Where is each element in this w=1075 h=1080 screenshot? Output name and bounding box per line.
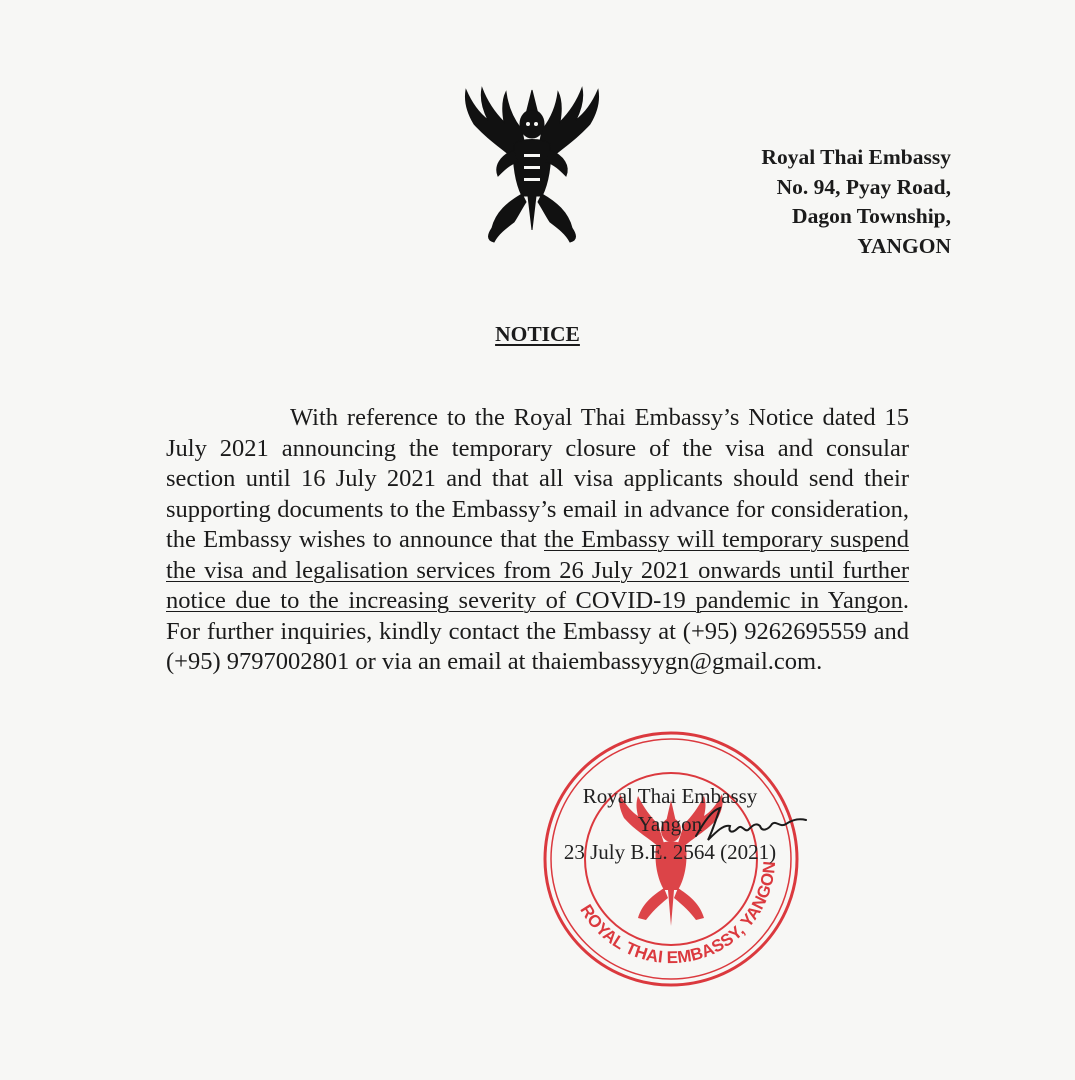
address-line: Royal Thai Embassy — [761, 145, 951, 169]
signature-date: 23 July B.E. 2564 (2021) — [563, 840, 777, 864]
address-line: No. 94, Pyay Road, — [776, 174, 951, 199]
garuda-emblem-icon — [452, 84, 612, 250]
address-line: YANGON — [857, 233, 951, 258]
notice-title: NOTICE — [495, 322, 580, 346]
body-text-before: With reference to the Royal Thai Embassy’s Notice dated 15 July 2021 announcing the temporary closure of the visa and consular section until 16 July 2021 and that all visa applicants should send their supporting documents to the Embassy’s email in advance for consideration, the Embassy wishes to announce that — [166, 404, 909, 553]
signatory-line: Yangon — [637, 812, 703, 836]
embassy-address — [761, 143, 951, 261]
notice-body — [166, 403, 909, 678]
body-text-after: . For further inquiries, kindly contact the Embassy at (+95) 9262695559 and (+95) 9797002801 or via an email at thaiembassyygn@gmail.com. — [166, 587, 909, 675]
stamp-text: ROYAL THAI EMBASSY, YANGON — [576, 860, 780, 968]
handwritten-signature-icon — [690, 802, 820, 846]
body-text-underlined: the Embassy will temporary suspend the visa and legalisation services from 26 July 2021 onwards until further notice due to the increasing severity of COVID-19 pandemic in Yangon — [166, 526, 909, 614]
signatory-line: Royal Thai Embassy — [582, 784, 758, 808]
address-line: Dagon Township, — [792, 204, 951, 228]
